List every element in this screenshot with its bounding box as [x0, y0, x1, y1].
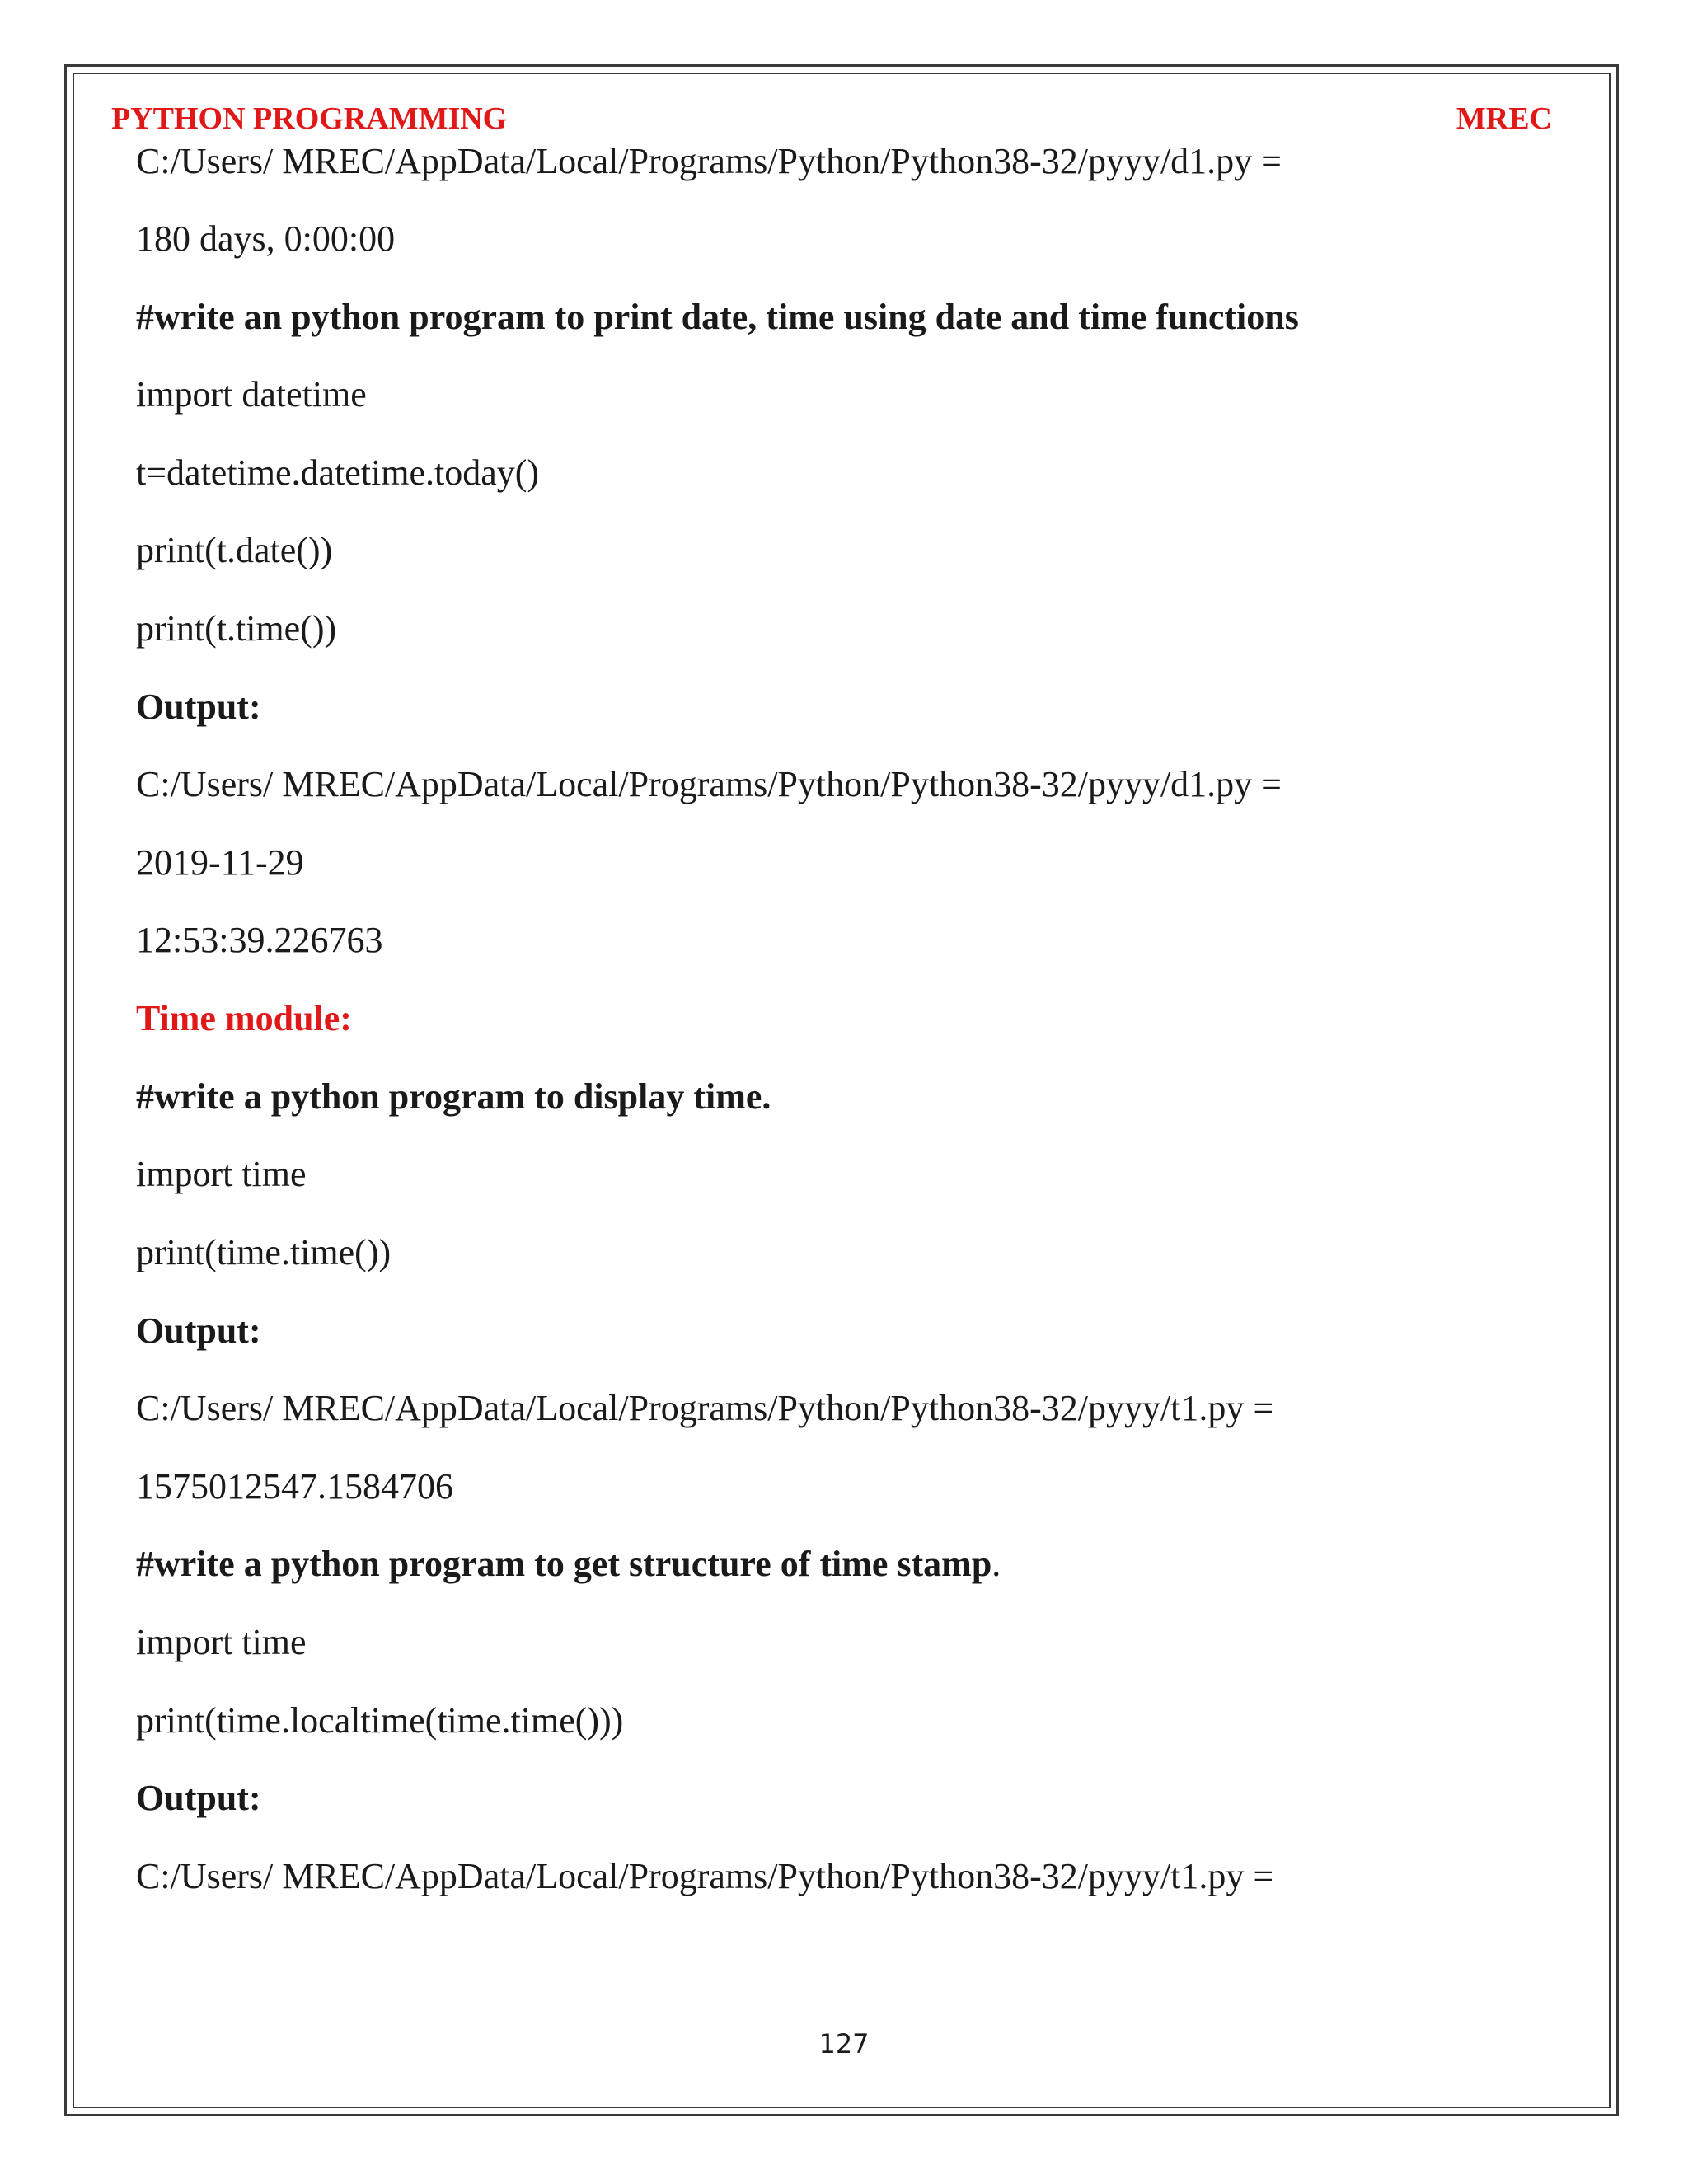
code-line: import time [136, 1622, 307, 1662]
code-line: print(time.time()) [136, 1232, 392, 1272]
code-line: t=datetime.datetime.today() [136, 452, 540, 493]
program-comment: #write an python program to print date, time using date and time functions [136, 297, 1299, 337]
code-line: import datetime [136, 374, 367, 415]
code-line: print(t.time()) [136, 608, 337, 649]
page-number: 127 [818, 2028, 870, 2060]
code-line: import time [136, 1154, 307, 1194]
section-heading: Time module: [136, 998, 352, 1038]
program-comment: #write a python program to display time. [136, 1076, 771, 1117]
output-path-line: C:/Users/ MREC/AppData/Local/Programs/Python/Python38-32/pyyy/d1.py = [136, 141, 1282, 181]
program-comment-text: #write a python program to get structure of time stamp [136, 1544, 992, 1584]
output-path-line: C:/Users/ MREC/AppData/Local/Programs/Python/Python38-32/pyyy/t1.py = [136, 1388, 1274, 1428]
output-value-line: 180 days, 0:00:00 [136, 218, 396, 259]
output-value-line: 1575012547.1584706 [136, 1466, 453, 1507]
output-value-line: 12:53:39.226763 [136, 920, 383, 960]
program-comment [136, 1541, 1001, 1587]
output-path-line: C:/Users/ MREC/AppData/Local/Programs/Python/Python38-32/pyyy/d1.py = [136, 764, 1282, 804]
header-title: PYTHON PROGRAMMING [111, 101, 508, 136]
output-heading: Output: [136, 687, 261, 727]
program-comment-period: . [992, 1544, 1001, 1584]
output-heading: Output: [136, 1778, 261, 1818]
header-org: MREC [1456, 101, 1552, 136]
output-path-line: C:/Users/ MREC/AppData/Local/Programs/Python/Python38-32/pyyy/t1.py = [136, 1856, 1274, 1896]
output-heading: Output: [136, 1310, 261, 1351]
code-line: print(time.localtime(time.time())) [136, 1700, 624, 1741]
output-value-line: 2019-11-29 [136, 842, 304, 883]
code-line: print(t.date()) [136, 530, 333, 570]
